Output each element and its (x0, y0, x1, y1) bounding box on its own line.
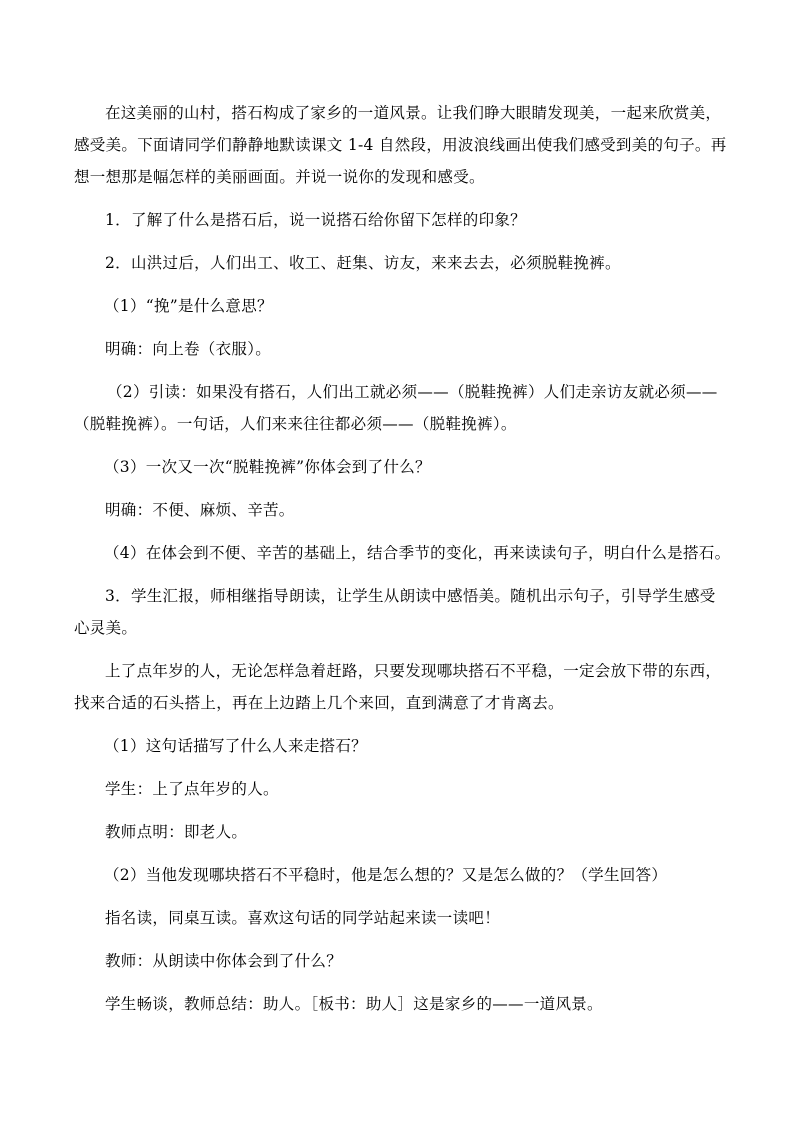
teacher-note: 教师点明：即老人。 (105, 823, 248, 841)
question-2-sub-1: （1）“挽”是什么意思？ (104, 297, 273, 315)
question-2-sub-2 (74, 376, 736, 440)
question-2: 2．山洪过后，人们出工、收工、赶集、访友，来来去去，必须脱鞋挽裤。 (105, 254, 621, 272)
question-2-sub-2-line-2: （脱鞋挽裤）。一句话，人们来来往往都必须——（脱鞋挽裤）。 (74, 415, 517, 433)
question-2-sub-1-answer: 明确：向上卷（衣服）。 (105, 340, 272, 358)
question-3-line-1: 3．学生汇报，师相继指导朗读，让学生从朗读中感悟美。随机出示句子，引导学生感受 (105, 587, 716, 605)
question-2-sub-3: （3）一次又一次“脱鞋挽裤”你体会到了什么？ (104, 458, 431, 476)
intro-line-1: 在这美丽的山村，搭石构成了家乡的一道风景。让我们睁大眼睛发现美，一起来欣赏美， (105, 104, 722, 122)
quoted-sentence-line-2: 找来合适的石头搭上，再在上边踏上几个来回，直到满意了才肯离去。 (74, 694, 564, 712)
question-3 (74, 580, 736, 644)
quoted-sentence (74, 655, 736, 719)
question-2-sub-2-line-1: （2）引读：如果没有搭石，人们出工就必须——（脱鞋挽裤）人们走亲访友就必须—— (107, 383, 718, 401)
summary: 学生畅谈，教师总结：助人。［板书：助人］这是家乡的——一道风景。 (105, 995, 603, 1013)
question-3-sub-1: （1）这句话描写了什么人来走搭石？ (104, 737, 367, 755)
intro-line-3: 想一想那是幅怎样的美丽画面。并说一说你的发现和感受。 (74, 168, 485, 186)
intro-line-2: 感受美。下面请同学们静静地默读课文 1-4 自然段，用波浪线画出使我们感受到美的句子。再 (74, 136, 727, 154)
quoted-sentence-line-1: 上了点年岁的人，无论怎样急着赶路，只要发现哪块搭石不平稳，一定会放下带的东西， (105, 662, 722, 680)
question-1: 1．了解了什么是搭石后，说一说搭石给你留下怎样的印象？ (105, 211, 526, 229)
question-2-sub-3-answer: 明确：不便、麻烦、辛苦。 (105, 501, 295, 519)
reading-instruction: 指名读，同桌互读。喜欢这句话的同学站起来读一读吧！ (105, 909, 501, 927)
student-answer: 学生：上了点年岁的人。 (105, 780, 279, 798)
question-2-sub-4: （4）在体会到不便、辛苦的基础上，结合季节的变化，再来读读句子，明白什么是搭石。 (104, 544, 731, 562)
question-3-sub-2: （2）当他发现哪块搭石不平稳时，他是怎么想的？又是怎么做的？（学生回答） (104, 866, 668, 884)
intro-paragraph (74, 97, 736, 193)
question-3-line-2: 心灵美。 (74, 619, 138, 637)
teacher-question: 教师：从朗读中你体会到了什么？ (105, 952, 343, 970)
document-body (74, 97, 736, 1020)
